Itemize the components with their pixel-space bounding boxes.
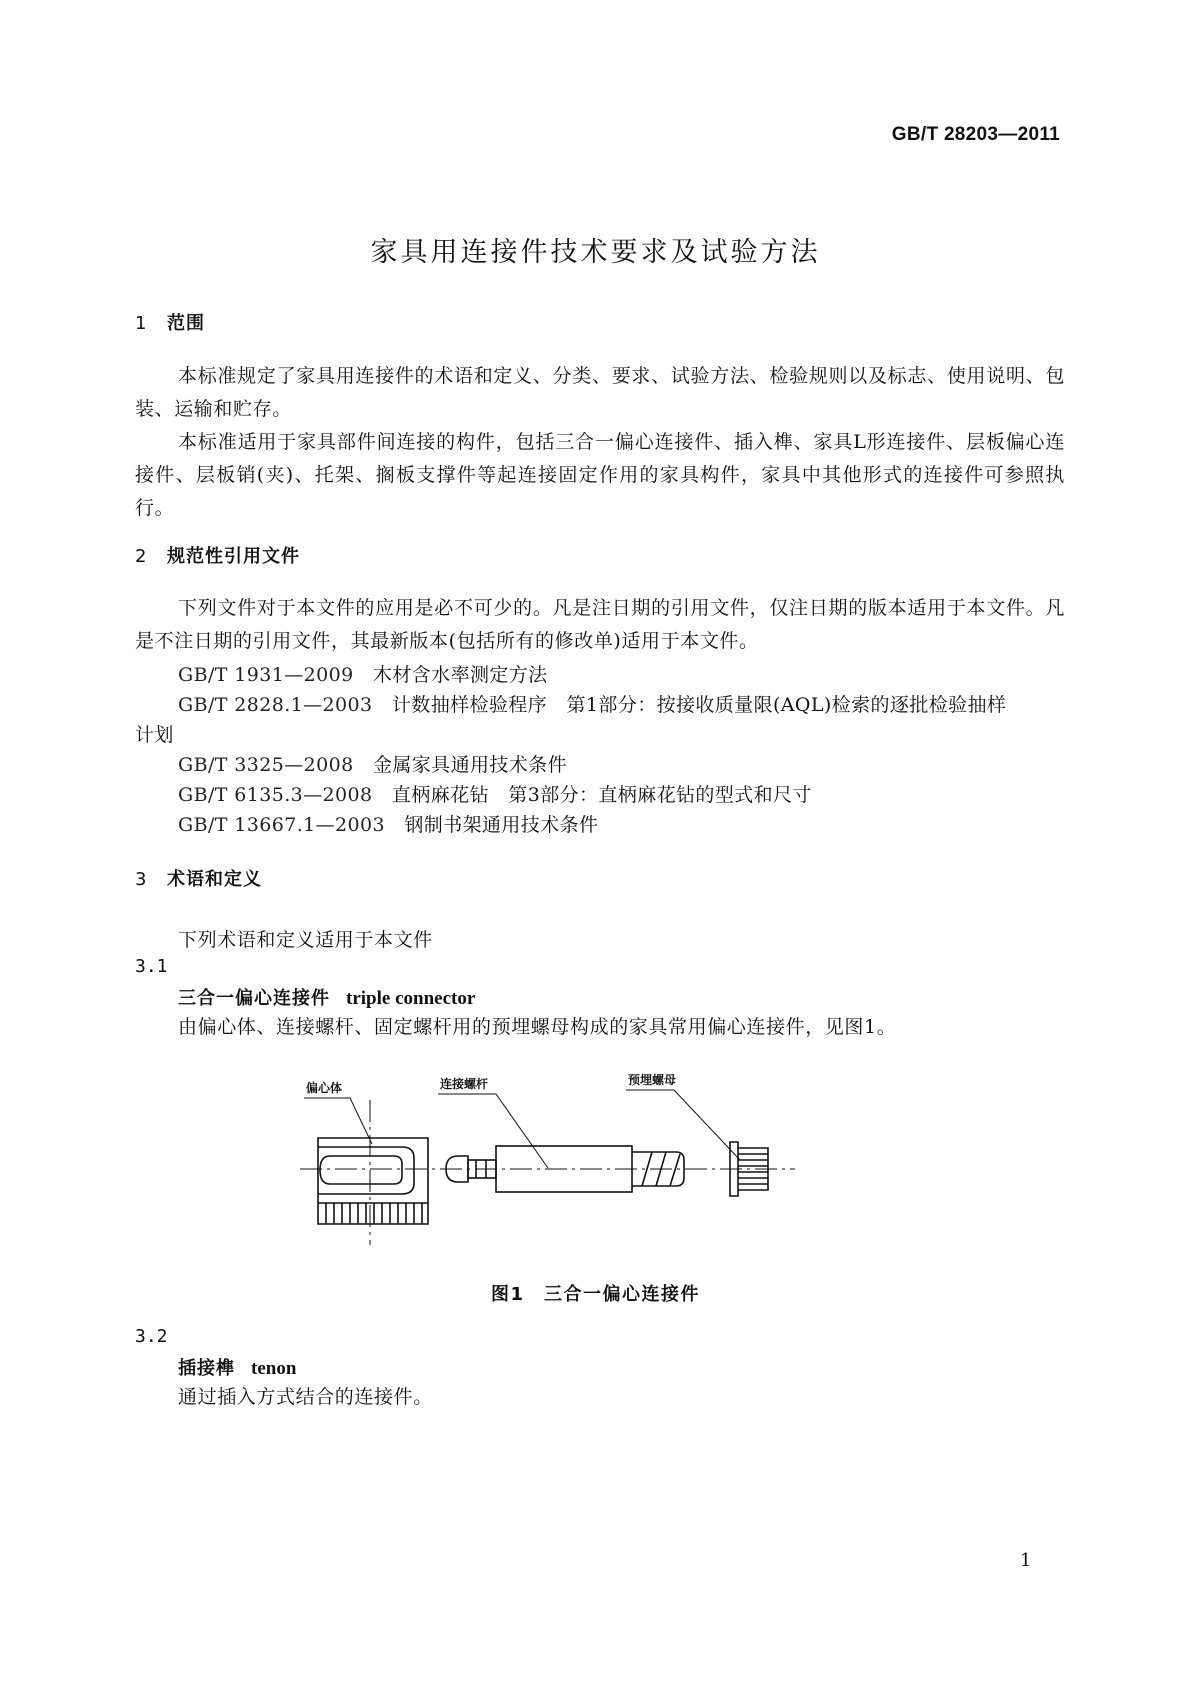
reference-title: 金属家具通用技术条件 bbox=[372, 754, 567, 776]
section-1-heading bbox=[135, 309, 205, 335]
reference-title: 直柄麻花钻 第3部分：直柄麻花钻的型式和尺寸 bbox=[391, 784, 812, 806]
page-number: 1 bbox=[1020, 1550, 1032, 1571]
term-number: 3.1 bbox=[135, 956, 168, 977]
section-number: 1 bbox=[135, 313, 148, 334]
term-heading bbox=[178, 1354, 296, 1380]
section-3-heading bbox=[135, 865, 262, 891]
reference-code: GB/T 13667.1—2003 bbox=[178, 814, 385, 836]
reference-code: GB/T 3325—2008 bbox=[178, 754, 354, 776]
term-number: 3.2 bbox=[135, 1326, 168, 1347]
term-zh: 三合一偏心连接件 bbox=[178, 988, 330, 1009]
section-title: 范围 bbox=[167, 313, 205, 334]
section-number: 2 bbox=[135, 546, 148, 567]
reference-item bbox=[178, 660, 548, 687]
reference-item bbox=[178, 780, 812, 807]
reference-item bbox=[178, 750, 567, 777]
section-2-heading bbox=[135, 542, 300, 568]
reference-code: GB/T 2828.1—2003 bbox=[178, 694, 373, 716]
section-3-intro: 下列术语和定义适用于本文件 bbox=[178, 929, 433, 951]
label-nut: 预埋螺母 bbox=[628, 1073, 677, 1087]
label-bolt: 连接螺杆 bbox=[440, 1077, 489, 1091]
reference-code: GB/T 1931—2009 bbox=[178, 664, 354, 686]
leader-line bbox=[304, 1098, 372, 1144]
term-en: tenon bbox=[251, 1358, 297, 1379]
standard-code: GB/T 28203—2011 bbox=[891, 124, 1060, 145]
section-title: 规范性引用文件 bbox=[167, 546, 300, 567]
reference-code: GB/T 6135.3—2008 bbox=[178, 784, 373, 806]
reference-title: 钢制书架通用技术条件 bbox=[404, 814, 599, 836]
section-number: 3 bbox=[135, 869, 148, 890]
term-en: triple connector bbox=[346, 988, 476, 1009]
term-heading bbox=[178, 984, 475, 1010]
eccentric-body-shape bbox=[318, 1100, 428, 1245]
reference-continuation: 计划 bbox=[135, 724, 174, 746]
leader-line bbox=[626, 1090, 740, 1160]
figure-1-caption: 图1 三合一偏心连接件 bbox=[490, 1284, 701, 1305]
section-1-paragraph-1: 本标准规定了家具用连接件的术语和定义、分类、要求、试验方法、检验规则以及标志、使用说明、包装、运输和贮存。 bbox=[135, 365, 1065, 420]
term-definition: 通过插入方式结合的连接件。 bbox=[178, 1386, 433, 1408]
reference-title: 计数抽样检验程序 第1部分：按接收质量限(AQL)检索的逐批检验抽样 bbox=[391, 694, 1007, 716]
reference-item bbox=[178, 690, 1006, 717]
term-definition: 由偏心体、连接螺杆、固定螺杆用的预埋螺母构成的家具常用偏心连接件，见图1。 bbox=[178, 1016, 897, 1038]
term-zh: 插接榫 bbox=[178, 1358, 235, 1379]
reference-title: 木材含水率测定方法 bbox=[372, 664, 548, 686]
figure-1-drawing bbox=[290, 1070, 810, 1255]
section-1-paragraph-2: 本标准适用于家具部件间连接的构件，包括三合一偏心连接件、插入榫、家具L形连接件、层板偏心连接件、层板销(夹)、托架、搁板支撑件等起连接固定作用的家具构件，家具中其他形式的连接件可参照执行。 bbox=[135, 431, 1065, 519]
label-eccentric: 偏心体 bbox=[306, 1081, 343, 1095]
document-title: 家具用连接件技术要求及试验方法 bbox=[370, 237, 821, 268]
reference-item bbox=[178, 810, 598, 837]
section-title: 术语和定义 bbox=[167, 869, 262, 890]
section-2-intro: 下列文件对于本文件的应用是必不可少的。凡是注日期的引用文件，仅注日期的版本适用于本文件。凡是不注日期的引用文件，其最新版本(包括所有的修改单)适用于本文件。 bbox=[135, 597, 1065, 652]
